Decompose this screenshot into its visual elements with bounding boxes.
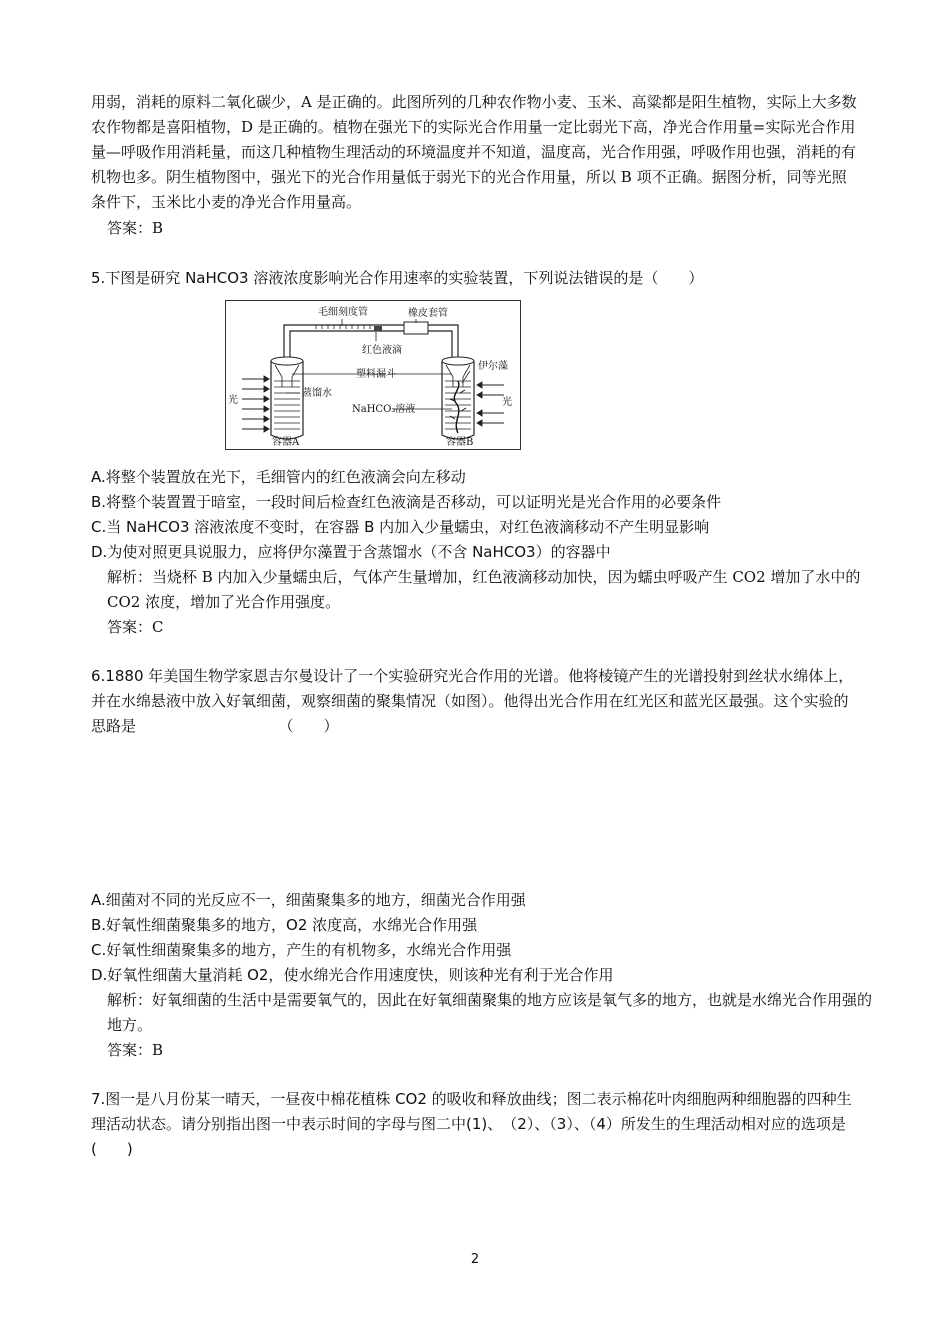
option-5c: C.当 NaHCO3 溶液浓度不变时，在容器 B 内加入少量蠕虫，对红色液滴移动不产生明显影响: [91, 518, 710, 536]
label-capillary: 毛细刻度管: [318, 307, 368, 318]
label-container-b: 容器B: [446, 437, 474, 448]
question-7: 7.图一是八月份某一晴天，一昼夜中棉花植株 CO2 的吸收和释放曲线；图二表示棉花叶肉细胞两种细胞器的四种生理活动状态。请分别指出图一中表示时间的字母与图二中(1)、 （2）、（3）、（4）所发生的生理活动相对应的选项是 ( ): [91, 1090, 861, 1158]
analysis-q6: 解析：好氧细菌的生活中是需要氧气的，因此在好氧细菌聚集的地方应该是氧气多的地方，也就是水绵光合作用强的地方。: [107, 991, 873, 1034]
option-6b: B.好氧性细菌聚集多的地方，O2 浓度高，水绵光合作用强: [91, 916, 478, 934]
option-5a: A.将整个装置放在光下，毛细管内的红色液滴会向左移动: [91, 468, 466, 486]
experiment-apparatus-figure: [225, 300, 521, 450]
label-light-right: 光: [502, 397, 512, 408]
answer-q6: 答案：B: [107, 1041, 164, 1059]
analysis-q5: 解析：当烧杯 B 内加入少量蠕虫后，气体产生量增加，红色液滴移动加快，因为蠕虫呼吸产生 CO2 增加了水中的 CO2 浓度，增加了光合作用强度。: [107, 568, 866, 611]
label-distilled-water: 蒸馏水: [302, 388, 332, 399]
page-number: 2: [470, 1252, 480, 1267]
question-5: 5.下图是研究 NaHCO3 溶液浓度影响光合作用速率的实验装置，下列说法错误的是（ ）: [91, 269, 704, 287]
option-5b: B.将整个装置置于暗室，一段时间后检查红色液滴是否移动，可以证明光是光合作用的必要条件: [91, 493, 722, 511]
label-rubber-sleeve: 橡皮套管: [408, 308, 448, 319]
label-light-left: 光: [228, 395, 238, 406]
label-nahco3-solution: NaHCO₃溶液: [352, 404, 416, 415]
question-6: 6.1880 年美国生物学家恩吉尔曼设计了一个实验研究光合作用的光谱。他将棱镜产生的光谱投射到丝状水绵体上，并在水绵悬液中放入好氧细菌，观察细菌的聚集情况（如图）。他得出光合作用在红光区和蓝光区最强。这个实验的思路是 （ ）: [91, 667, 854, 735]
answer-q4: 答案：B: [107, 219, 164, 237]
paragraph-analysis-continued: 用弱，消耗的原料二氧化碳少，A 是正确的。此图所列的几种农作物小麦、玉米、高粱都是阳生植物，实际上大多数农作物都是喜阳植物，D 是正确的。植物在强光下的实际光合作用量一定比弱光下高，净光合作用量=实际光合作用量—呼吸作用消耗量，而这几种植物生理活动的环境温度并不知道，温度高，光合作用强，呼吸作用也强，消耗的有机物也多。阴生植物图中，强光下的光合作用量低于弱光下的光合作用量，所以 B 项不正确。据图分析，同等光照条件下，玉米比小麦的净光合作用量高。: [91, 93, 857, 211]
option-5d: D.为使对照更具说服力，应将伊尔藻置于含蒸馏水（不含 NaHCO3）的容器中: [91, 543, 611, 561]
label-container-a: 容器A: [272, 437, 300, 448]
label-red-drop: 红色液滴: [362, 345, 402, 356]
option-6a: A.细菌对不同的光反应不一，细菌聚集多的地方，细菌光合作用强: [91, 891, 526, 909]
option-6c: C.好氧性细菌聚集多的地方，产生的有机物多，水绵光合作用强: [91, 941, 512, 959]
label-elodea: 伊尔藻: [478, 361, 508, 372]
option-6d: D.好氧性细菌大量消耗 O2，使水绵光合作用速度快，则该种光有利于光合作用: [91, 966, 614, 984]
label-plastic-funnel: 塑料漏斗: [356, 369, 396, 380]
answer-q5: 答案：C: [107, 618, 164, 636]
